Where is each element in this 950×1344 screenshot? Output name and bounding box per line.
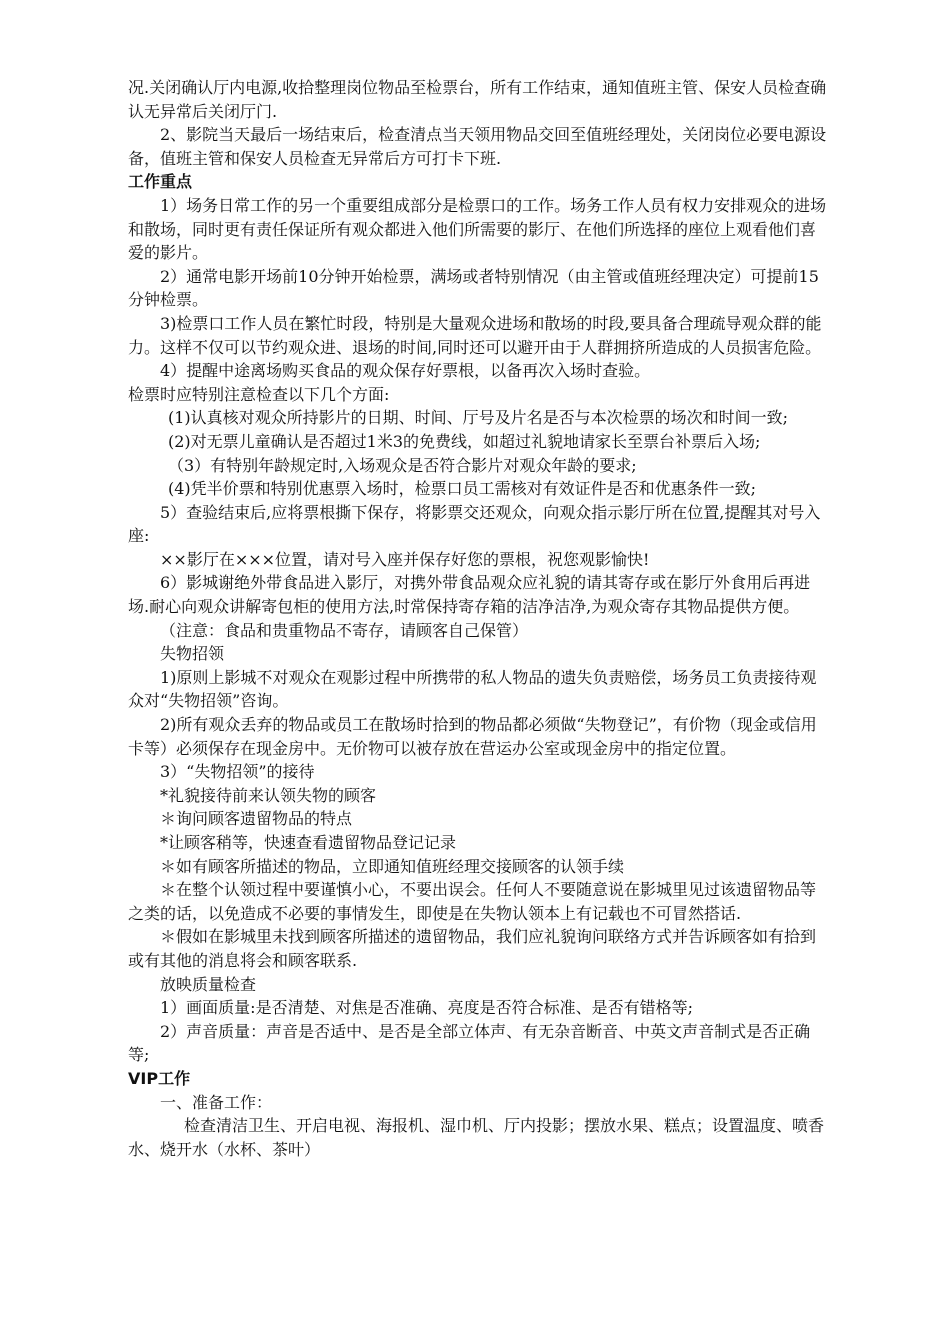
paragraph: 1）场务日常工作的另一个重要组成部分是检票口的工作。场务工作人员有权力安排观众的进场和散场，同时更有责任保证所有观众都进入他们所需要的影厅、在他们所选择的座位上观看他们喜爱的影片。 (128, 195, 827, 263)
subsection-title: 失物招领 (160, 644, 225, 664)
list-item: （3）有特别年龄规定时,入场观众是否符合影片对观众年龄的要求; (168, 455, 637, 475)
paragraph: 2）声音质量：声音是否适中、是否是全部立体声、有无杂音断音、中英文声音制式是否正确等; (128, 1021, 811, 1065)
paragraph: 2、影院当天最后一场结束后，检查清点当天领用物品交回至值班经理处，关闭岗位必要电源设备，值班主管和保安人员检查无异常后方可打卡下班. (128, 125, 827, 168)
paragraph: 3）“失物招领”的接待 (160, 762, 315, 782)
paragraph: 检票时应特别注意检查以下几个方面: (128, 384, 390, 404)
paragraph: 2)所有观众丢弃的物品或员工在散场时拾到的物品都必须做“失物登记”，有价物（现金或信用卡等）必须保存在现金房中。无价物可以被存放在营运办公室或现金房中的指定位置。 (128, 715, 817, 758)
paragraph: 1)原则上影城不对观众在观影过程中所携带的私人物品的遗失负责赔偿，场务员工负责接待观众对“失物招领”咨询。 (128, 667, 817, 711)
section-heading: 工作重点 (128, 172, 193, 192)
list-item: (4)凭半价票和特别优惠票入场时，检票口员工需核对有效证件是否和优惠条件一致; (168, 479, 757, 499)
paragraph: 检查清洁卫生、开启电视、海报机、湿巾机、厅内投影；摆放水果、糕点；设置温度、喷香水、烧开水（水杯、茶叶） (128, 1116, 825, 1159)
list-item: ＊在整个认领过程中要谨慎小心，不要出误会。任何人不要随意说在影城里见过该遗留物品等之类的话，以免造成不必要的事情发生，即使是在失物认领本上有记载也不可冒然搭话. (128, 880, 817, 923)
list-item: (1)认真核对观众所持影片的日期、时间、厅号及片名是否与本次检票的场次和时间一致; (168, 408, 789, 428)
paragraph: 3)检票口工作人员在繁忙时段，特别是大量观众进场和散场的时段,要具备合理疏导观众群的能力。这样不仅可以节约观众进、退场的时间,同时还可以避开由于人群拥挤所造成的人员损害危险。 (128, 313, 822, 357)
list-item: *让顾客稍等，快速查看遗留物品登记记录 (160, 833, 457, 852)
paragraph: （注意：食品和贵重物品不寄存，请顾客自己保管） (160, 620, 529, 640)
paragraph: 况.关闭确认厅内电源,收拾整理岗位物品至检票台，所有工作结束，通知值班主管、保安人员检查确认无异常后关闭厅门. (128, 78, 827, 121)
paragraph: 2）通常电影开场前10分钟开始检票，满场或者特别情况（由主管或值班经理决定）可提前15分钟检票。 (128, 266, 819, 310)
paragraph: 4）提醒中途离场购买食品的观众保存好票根，以备再次入场时查验。 (160, 361, 651, 381)
paragraph: 5）查验结束后,应将票根撕下保存，将影票交还观众，向观众指示影厅所在位置,提醒其对号入座: (128, 502, 821, 546)
paragraph: 1）画面质量:是否清楚、对焦是否准确、亮度是否符合标准、是否有错格等; (160, 998, 693, 1018)
list-item: ＊如有顾客所描述的物品，立即通知值班经理交接顾客的认领手续 (160, 856, 625, 876)
list-item: *礼貌接待前来认领失物的顾客 (160, 785, 377, 805)
document-page (128, 76, 828, 1161)
list-item: ＊询问顾客遗留物品的特点 (160, 809, 353, 829)
paragraph: 一、准备工作： (160, 1092, 273, 1112)
subsection-title: 放映质量检查 (160, 974, 257, 994)
paragraph: ××影厅在×××位置，请对号入座并保存好您的票根，祝您观影愉快! (160, 549, 650, 569)
section-heading: VIP工作 (128, 1068, 191, 1088)
list-item: (2)对无票儿童确认是否超过1米3的免费线，如超过礼貌地请家长至票台补票后入场; (168, 431, 761, 451)
list-item: ＊假如在影城里未找到顾客所描述的遗留物品，我们应礼貌询问联络方式并告诉顾客如有拾到或有其他的消息将会和顾客联系. (128, 927, 817, 970)
paragraph: 6）影城谢绝外带食品进入影厅，对携外带食品观众应礼貌的请其寄存或在影厅外食用后再进场.耐心向观众讲解寄包柜的使用方法,时常保持寄存箱的洁净洁净,为观众寄存其物品提供方便。 (128, 573, 811, 617)
